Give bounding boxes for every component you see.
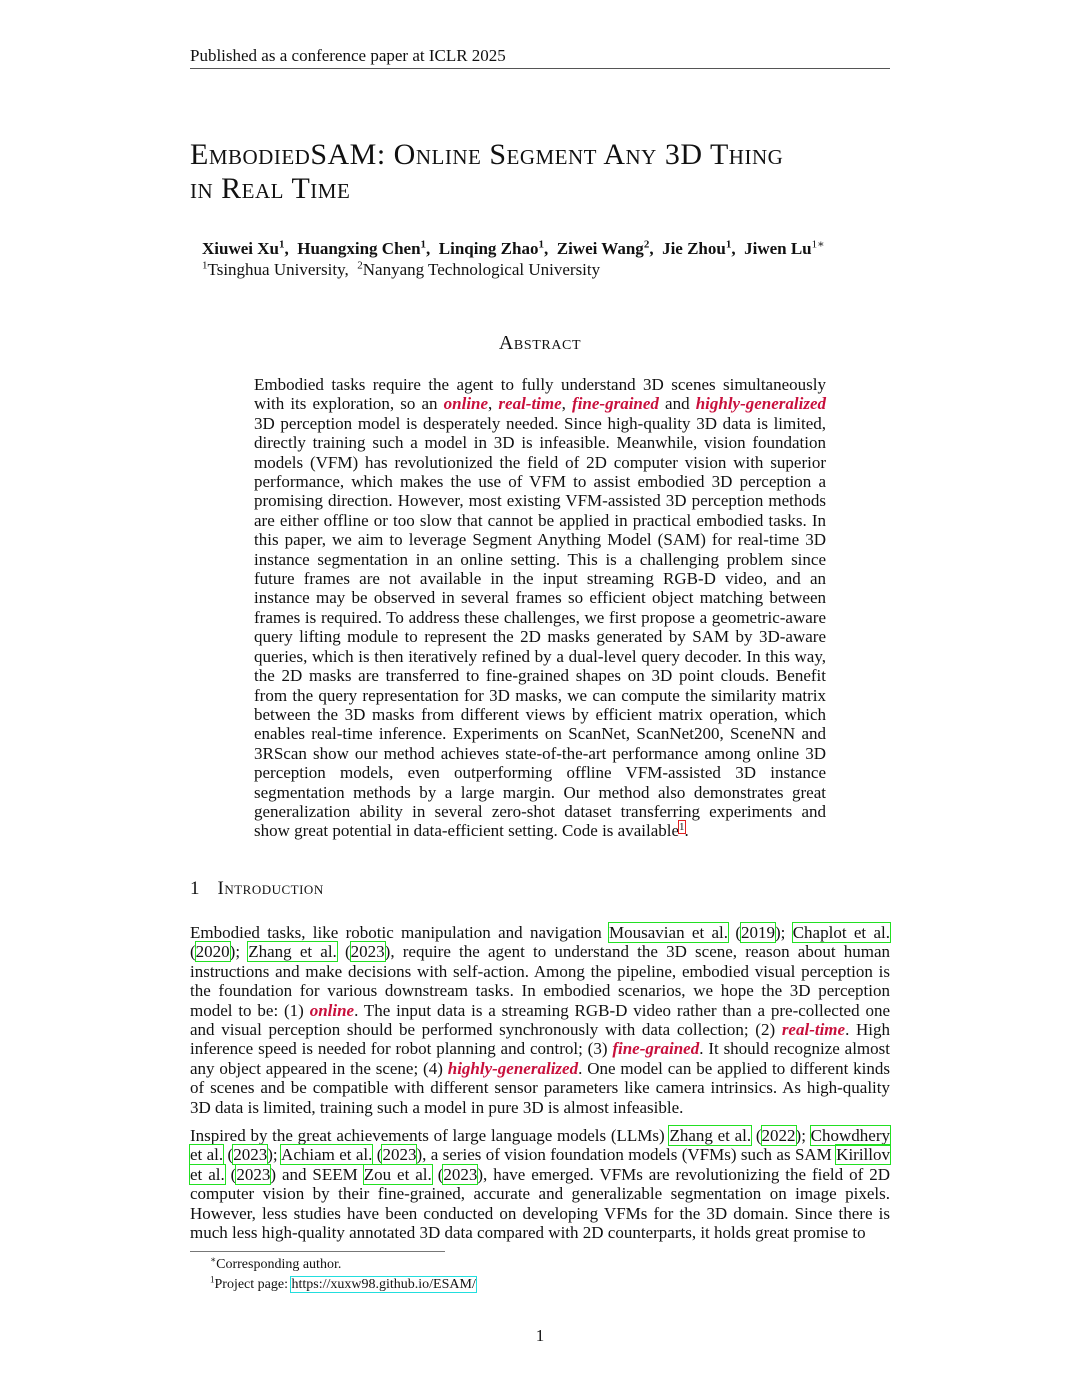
citation-year-link[interactable]: 2020 xyxy=(195,942,230,962)
citation-year-link[interactable]: 2023 xyxy=(233,1145,268,1165)
footnote-link-1[interactable]: 1 xyxy=(679,820,685,833)
citation-link[interactable]: Zou et al. xyxy=(363,1164,432,1184)
emphasis-highly-generalized: highly-generalized xyxy=(447,1058,579,1078)
abstract-text: Embodied tasks require the agent to fully understand 3D scenes simultaneously with its exploration, so an online, real-time, fine-grained and highly-generalized 3D perception model is desperately needed. Since high-quality 3D data is limited, directly training such a model in 3D is infeasible. Meanwhile, vision foundation models (VFM) has revolutionized the field of 2D computer vision with superior performance, which makes the use of VFM to assist embodied 3D perception a promising direction. However, most existing VFM-assisted 3D perception methods are either offline or too slow that cannot be applied in practical embodied tasks. In this paper, we aim to leverage Segment Anything Model (SAM) for real-time 3D instance segmentation in an online setting. This is a challenging problem since future frames are not available in the input streaming RGB-D video, and an instance may be observed in several frames so efficient object matching between frames is required. To address these challenges, we first propose a geometric-aware query lifting module to represent the 2D masks generated by SAM by 3D-aware queries, which is then iteratively refined by a dual-level query decoder. In this way, the 2D masks are transferred to fine-grained shapes on 3D point clouds. Benefit from the query representation for 3D masks, we can compute the similarity matrix between the 3D masks from different views by efficient matrix operation, which enables real-time inference. Experiments on ScanNet, ScanNet200, SceneNN and 3RScan show our method achieves state-of-the-art performance among online 3D perception models, even outperforming offline VFM-assisted 3D instance segmentation methods by a large margin. Our method also demonstrates great generalization ability in several zero-shot dataset transferring experiments and show great potential in data-efficient setting. Code is available$^1$. xyxy=(254,375,827,841)
emphasis-real-time: real-time xyxy=(781,1020,846,1040)
section-heading-introduction: 1 Introduction xyxy=(190,878,324,899)
author: Jie Zhou$^1$, xyxy=(662,238,745,258)
citation-year-link[interactable]: 2023 xyxy=(236,1164,271,1184)
author: Ziwei Wang$^2$, xyxy=(556,238,663,258)
citation-year-link[interactable]: 2023 xyxy=(443,1164,478,1184)
citation-link[interactable]: Zhang et al. xyxy=(248,942,337,962)
affiliations xyxy=(202,260,902,280)
intro-paragraph-1: Embodied tasks, like robotic manipulation and navigation Mousavian et al. (2019); Chaplot et al. (2020); Zhang et al. (2023), require the agent to understand the 3D scene, reason about human instructions and make decisions with self-action. Among the pipeline, embodied visual perception is the foundation for various downstream tasks. In embodied scenarios, we hope the 3D perception model to be: (1) online. The input data is a streaming RGB-D video rather than a pre-collected one and visual perception should be performed synchronously with data collection; (2) real-time. High inference speed is needed for robot planning and control; (3) fine-grained. It should recognize almost any object appeared in the scene; (4) highly-generalized. One model can be applied to different kinds of scenes and be compatible with different sensor parameters like camera intrinsics. As high-quality 3D data is limited, training such a model in pure 3D is almost infeasible. xyxy=(190,923,891,1117)
citation-link[interactable]: Chowdhery et al. xyxy=(190,1126,890,1165)
header-rule xyxy=(190,68,890,69)
title-line-1: EmbodiedSAM: Online Segment Any 3D Thing xyxy=(190,138,784,171)
citation-link[interactable]: Mousavian et al. xyxy=(609,923,729,942)
footnote-corresponding: ∗Corresponding author. xyxy=(210,1254,342,1272)
citation-year-link[interactable]: 2022 xyxy=(761,1126,796,1145)
citation-year-link[interactable]: 2023 xyxy=(382,1145,417,1165)
emphasis-real-time: real-time xyxy=(498,394,562,414)
page-number: 1 xyxy=(535,1326,545,1345)
intro-paragraph-2: Inspired by the great achievements of large language models (LLMs) Zhang et al. (2022); Chowdhery et al. (2023); Achiam et al. (2023), a series of vision foundation models (VFMs) such as SAM Kirillov et al. (2023) and SEEM Zou et al. (2023), have emerged. VFMs are revolutionizing the field of 2D computer vision by their fine-grained, accurate and generalizable segmentation on image pixels. However, less studies have been conducted on developing VFMs for the 3D domain. Since there is much less high-quality annotated 3D data compared with 2D counterparts, it holds great promise to xyxy=(190,1126,891,1243)
citation-link[interactable]: Kirillov et al. xyxy=(190,1145,891,1184)
citation-link[interactable]: Zhang et al. xyxy=(669,1126,752,1145)
author: Jiwen $Lu^{1∗}$ xyxy=(744,238,825,258)
citation-year-link[interactable]: 2023 xyxy=(350,942,385,962)
title-line-2: in Real Time xyxy=(190,172,351,205)
author-list xyxy=(202,239,902,259)
author: Huangxing Chen$^1$, xyxy=(297,238,439,258)
emphasis-online: online xyxy=(443,394,489,414)
affiliation: $^2$Nanyang Technological University xyxy=(357,259,601,279)
footnotes xyxy=(210,1255,890,1295)
citation-link[interactable]: Achiam et al. xyxy=(281,1145,373,1165)
emphasis-highly-generalized: highly-generalized xyxy=(695,394,827,414)
author: Linqing Zhao$^1$, xyxy=(438,238,557,258)
abstract-heading: Abstract xyxy=(498,332,582,354)
citation-year-link[interactable]: 2019 xyxy=(741,923,775,942)
paper-title xyxy=(190,138,910,206)
emphasis-fine-grained: fine-grained xyxy=(572,394,659,414)
affiliation: $^1$Tsinghua University, xyxy=(202,259,358,279)
author: Xiuwei Xu$^1$, xyxy=(202,238,298,258)
running-header: Published as a conference paper at ICLR 2025 xyxy=(190,46,506,65)
project-page-link[interactable]: https://xuxw98.github.io/ESAM/ xyxy=(291,1277,476,1292)
footnote-project-page: $^1$Project page: https://xuxw98.github.io/ESAM/ xyxy=(210,1274,476,1292)
emphasis-fine-grained: fine-grained xyxy=(612,1039,700,1059)
footnote-rule xyxy=(190,1251,445,1252)
emphasis-online: online xyxy=(309,1000,355,1020)
citation-link[interactable]: Chaplot et al. xyxy=(792,923,890,942)
